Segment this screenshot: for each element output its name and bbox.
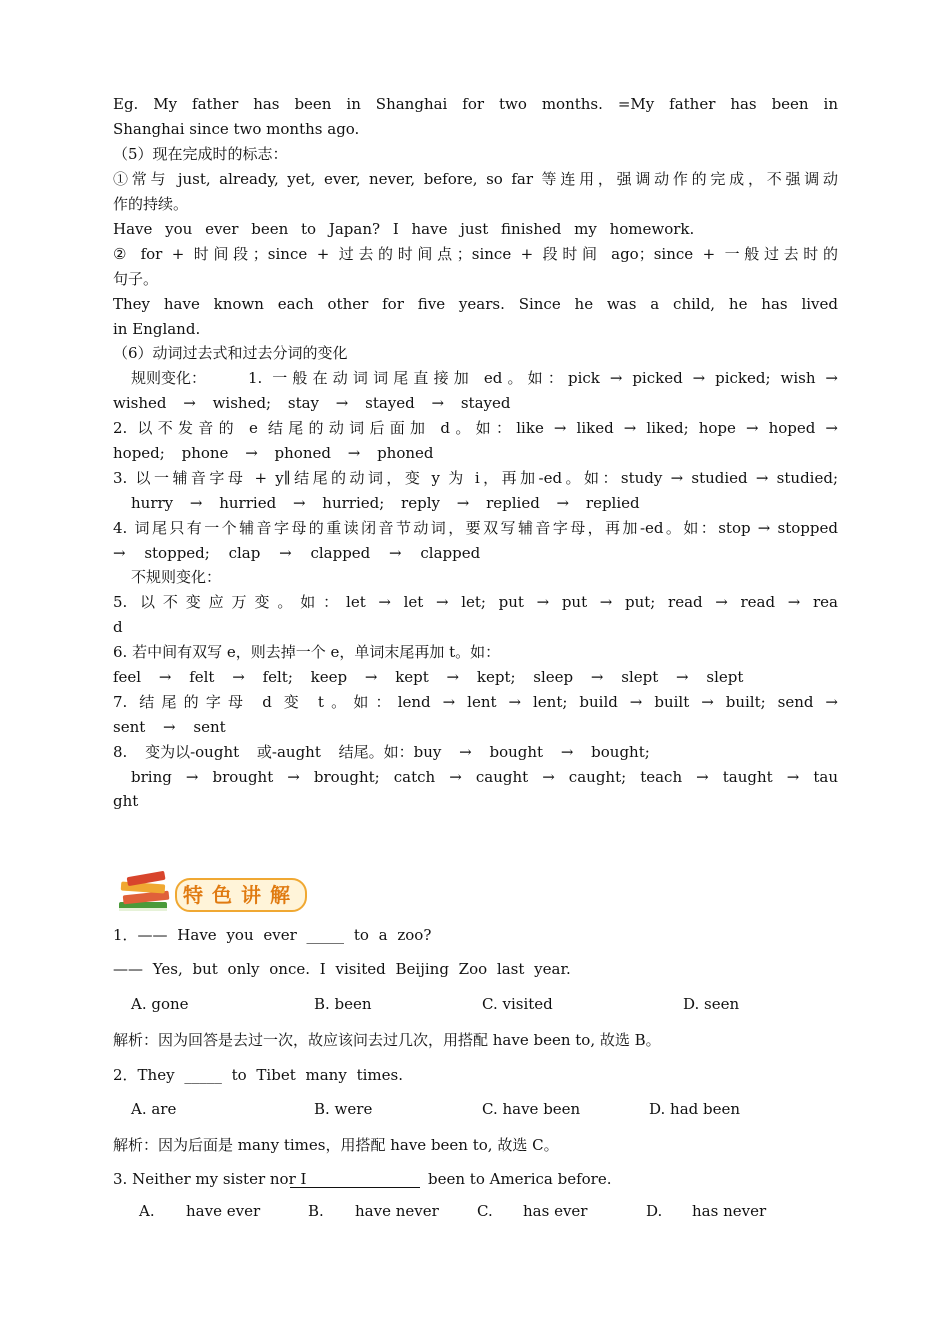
option-c-letter: C. bbox=[477, 1202, 493, 1220]
rule-line: ght bbox=[113, 792, 139, 810]
question-stem: 3. Neither my sister nor I bbox=[113, 1170, 307, 1188]
section-heading: （6）动词过去式和过去分词的变化 bbox=[113, 344, 348, 362]
option-a: A. are bbox=[131, 1100, 177, 1118]
analysis: 解析：因为回答是去过一次，故应该问去过几次，用搭配 have been to, 故选 B。 bbox=[113, 1031, 661, 1049]
question-stem: 2．They _____ to Tibet many times. bbox=[113, 1066, 403, 1084]
question-stem: been to America before. bbox=[428, 1170, 612, 1188]
rule-line: bring → brought → brought; catch → caught → caught; teach → taught → tau bbox=[131, 768, 838, 786]
example-line: Shanghai since two months ago. bbox=[113, 120, 360, 138]
option-a-letter: A. bbox=[139, 1202, 155, 1220]
rule-line: hoped; phone → phoned → phoned bbox=[113, 444, 434, 462]
option-b-letter: B. bbox=[308, 1202, 324, 1220]
rule-line: sent → sent bbox=[113, 718, 226, 736]
example-line: Have you ever been to Japan? I have just finished my homework. bbox=[113, 220, 695, 238]
books-icon bbox=[113, 868, 177, 920]
example-line: Eg. My father has been in Shanghai for two months. =My father has been in bbox=[113, 95, 838, 113]
rule-line: wished → wished; stay → stayed → stayed bbox=[113, 394, 511, 412]
example-line: in England. bbox=[113, 320, 201, 338]
rule-line: 作的持续。 bbox=[113, 195, 189, 213]
rule-line: 5. 以不变应万变。如：let → let → let; put → put → put; read → read → rea bbox=[113, 593, 838, 611]
rule-line: 6. 若中间有双写 e，则去掉一个 e，单词末尾再加 t。如： bbox=[113, 643, 501, 661]
option-c: C. have been bbox=[482, 1100, 581, 1118]
option-b: have never bbox=[355, 1202, 439, 1220]
analysis: 解析：因为后面是 many times，用搭配 have been to, 故选 C。 bbox=[113, 1136, 559, 1154]
option-d: has never bbox=[692, 1202, 767, 1220]
rule-line: 8. 变为以-ought 或-aught 结尾。如：buy → bought → bought; bbox=[113, 743, 650, 761]
example-line: They have known each other for five years. Since he was a child, he has lived bbox=[113, 295, 838, 313]
option-a: have ever bbox=[186, 1202, 261, 1220]
rule-line: 3. 以一辅音字母 + y∥结尾的动词，变 y 为 i，再加-ed。如：study → studied → studied; bbox=[113, 469, 838, 487]
question-stem: 1．—— Have you ever _____ to a zoo? bbox=[113, 926, 432, 944]
rule-line: ② for + 时间段；since + 过去的时间点；since + 段时间 ago；since + 一般过去时的 bbox=[113, 245, 838, 263]
option-c: C. visited bbox=[482, 995, 553, 1013]
rule-line: feel → felt → felt; keep → kept → kept; sleep → slept → slept bbox=[113, 668, 744, 686]
rule-line: 句子。 bbox=[113, 270, 159, 288]
rule-line: 2. 以不发音的 e 结尾的动词后面加 d。如：like → liked → liked; hope → hoped → bbox=[113, 419, 838, 437]
option-d-letter: D. bbox=[646, 1202, 663, 1220]
rule-line: hurry → hurried → hurried; reply → replied → replied bbox=[131, 494, 640, 512]
subheading: 不规则变化： bbox=[131, 568, 222, 586]
subheading: 规则变化： bbox=[131, 369, 207, 387]
option-d: D. seen bbox=[683, 995, 740, 1013]
rule-line: 7. 结尾的字母 d 变 t。如：lend → lent → lent; build → built → built; send → bbox=[113, 693, 838, 711]
section-banner bbox=[113, 868, 309, 920]
option-a: A. gone bbox=[131, 995, 189, 1013]
question-dialogue: —— Yes, but only once. I visited Beijing Zoo last year. bbox=[113, 960, 571, 978]
section-heading: （5）现在完成时的标志： bbox=[113, 145, 288, 163]
option-b: B. been bbox=[314, 995, 372, 1013]
rule-line: 4. 词尾只有一个辅音字母的重读闭音节动词，要双写辅音字母，再加-ed。如：stop → stopped bbox=[113, 519, 838, 537]
answer-blank bbox=[290, 1169, 420, 1188]
option-b: B. were bbox=[314, 1100, 373, 1118]
rule-line: → stopped; clap → clapped → clapped bbox=[113, 544, 481, 562]
option-d: D. had been bbox=[649, 1100, 741, 1118]
option-c: has ever bbox=[523, 1202, 588, 1220]
rule-line: ①常与 just, already, yet, ever, never, before, so far 等连用，强调动作的完成，不强调动 bbox=[113, 170, 838, 188]
rule-line: 1. 一般在动词词尾直接加 ed。如：pick → picked → picked; wish → bbox=[248, 369, 838, 387]
rule-line: d bbox=[113, 618, 123, 636]
banner-title: 特色讲解 bbox=[175, 878, 307, 912]
